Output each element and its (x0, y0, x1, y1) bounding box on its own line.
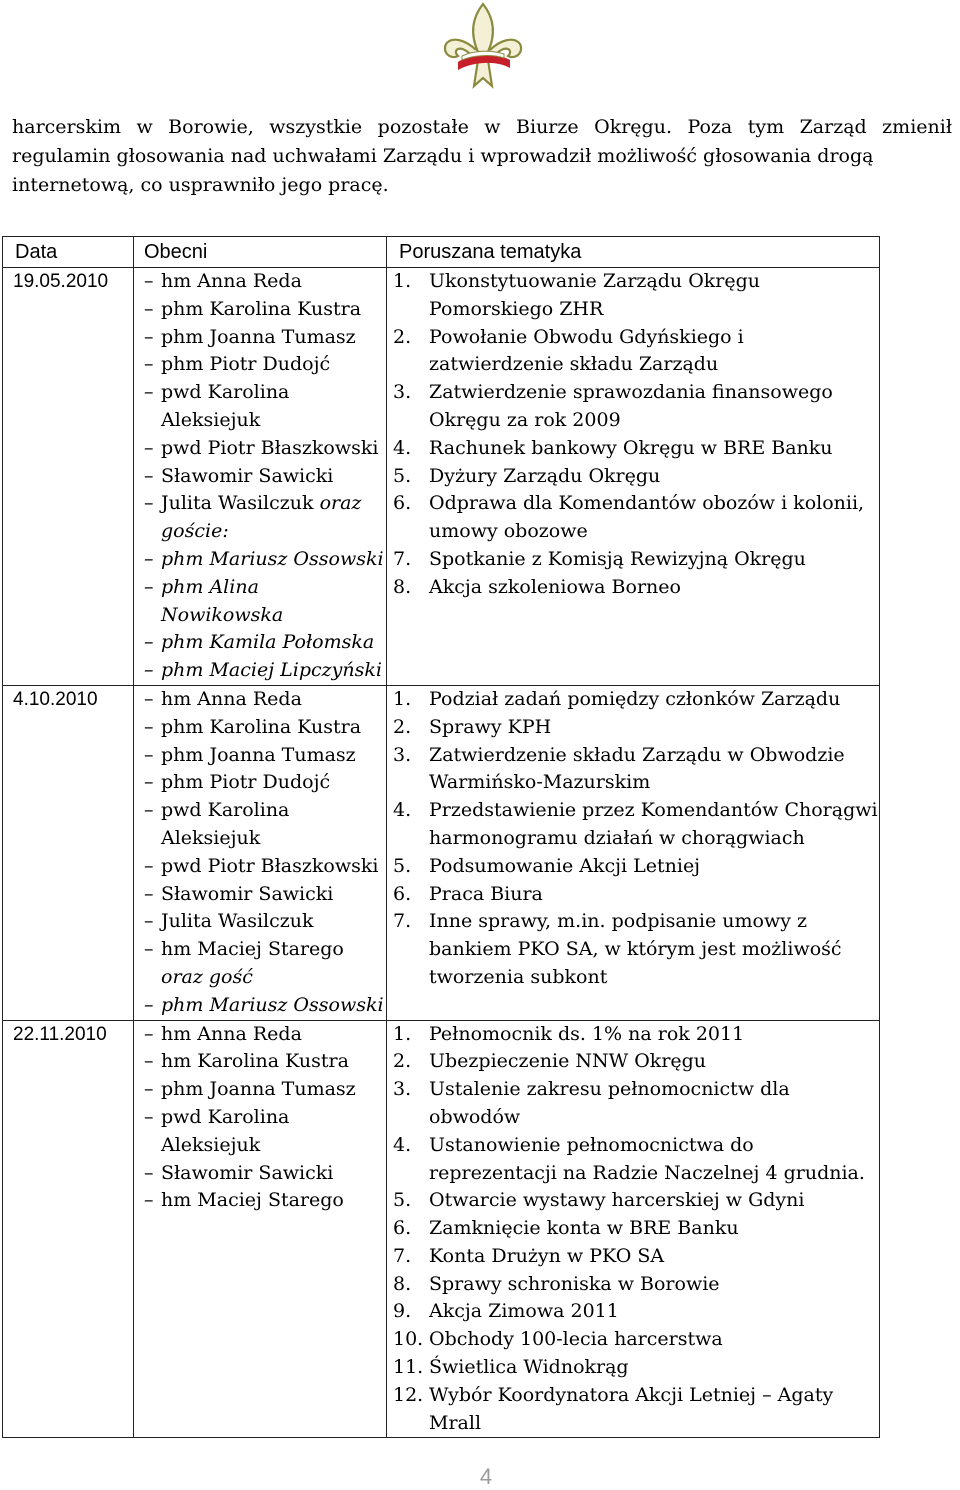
meeting-date: 22.11.2010 (3, 1020, 134, 1438)
dash-bullet: – (144, 1022, 154, 1045)
topic-text: Akcja Zimowa 2011 (429, 1300, 619, 1323)
topics-cell (387, 1020, 880, 1438)
attendee-name: pwd Piotr Błaszkowski (161, 436, 379, 459)
attendee-item (144, 324, 386, 352)
attendees-list (144, 1021, 386, 1216)
attendee-name: hm Maciej Starego (161, 938, 344, 961)
page-number: 4 (479, 1464, 493, 1489)
attendee-item (144, 435, 386, 463)
attendee-item (144, 992, 386, 1020)
topic-item (393, 686, 879, 714)
attendee-item (144, 490, 386, 546)
dash-bullet: – (144, 771, 154, 794)
topic-item (393, 1132, 879, 1188)
topic-text: Sprawy KPH (429, 715, 552, 738)
attendee-item (144, 379, 386, 435)
dash-bullet: – (144, 353, 154, 376)
attendees-cell (134, 268, 387, 686)
topic-text: Ustanowienie pełnomocnictwa do reprezentacji na Radzie Naczelnej 4 grudnia. (429, 1133, 865, 1184)
topic-text: Dyżury Zarządu Okręgu (429, 464, 661, 487)
topic-text: Podsumowanie Akcji Letniej (429, 854, 701, 877)
dash-bullet: – (144, 854, 154, 877)
topic-number: 9. (393, 1300, 412, 1323)
topics-list (393, 686, 879, 992)
topic-number: 1. (393, 687, 412, 710)
attendee-item (144, 853, 386, 881)
topic-number: 4. (393, 436, 412, 459)
topic-item (393, 1298, 879, 1326)
attendees-list (144, 686, 386, 1020)
attendee-item (144, 686, 386, 714)
attendee-name: phm Maciej Lipczyński (161, 659, 382, 682)
topic-text: Ubezpieczenie NNW Okręgu (429, 1050, 707, 1073)
attendee-item (144, 742, 386, 770)
topic-item (393, 1187, 879, 1215)
table-row (3, 685, 880, 1020)
topic-number: 8. (393, 575, 412, 598)
topic-number: 2. (393, 1050, 412, 1073)
attendee-name: hm Anna Reda (161, 270, 302, 292)
attendees-cell (134, 685, 387, 1020)
intro-text (12, 113, 952, 200)
topics-list (393, 268, 879, 602)
fleur-de-lis-icon (440, 0, 526, 98)
attendee-item (144, 1104, 386, 1160)
topic-item (393, 463, 879, 491)
topic-text: Świetlica Widnokrąg (429, 1356, 629, 1379)
attendee-name: hm Maciej Starego (161, 1189, 344, 1212)
meeting-date: 19.05.2010 (3, 268, 134, 686)
dash-bullet: – (144, 938, 154, 961)
attendee-name: phm Joanna Tumasz (161, 1078, 356, 1101)
attendee-name: phm Mariusz Ossowski (161, 993, 384, 1016)
attendee-name: phm Kamila Połomska (161, 631, 375, 654)
topic-number: 3. (393, 1078, 412, 1101)
topic-item (393, 435, 879, 463)
dash-bullet: – (144, 547, 154, 570)
attendee-name: phm Karolina Kustra (161, 297, 362, 320)
dash-bullet: – (144, 882, 154, 905)
topic-item (393, 1271, 879, 1299)
topic-item (393, 268, 879, 324)
attendee-name: pwd Piotr Błaszkowski (161, 854, 379, 877)
attendee-name: Julita Wasilczuk (161, 910, 314, 933)
dash-bullet: – (144, 575, 154, 598)
topic-text: Spotkanie z Komisją Rewizyjną Okręgu (429, 547, 806, 570)
topic-text: Przedstawienie przez Komendantów Chorągwi harmonogramu działań w chorągwiach (429, 799, 878, 849)
attendees-list (144, 268, 386, 685)
meetings-table (2, 236, 880, 1438)
topic-text: Rachunek bankowy Okręgu w BRE Banku (429, 436, 833, 459)
header-date: Data (3, 237, 134, 268)
dash-bullet: – (144, 743, 154, 766)
topic-item (393, 1021, 879, 1049)
topic-number: 7. (393, 547, 412, 570)
topic-item (393, 1326, 879, 1354)
topics-cell (387, 685, 880, 1020)
header-topics: Poruszana tematyka (387, 237, 880, 268)
attendee-name: Sławomir Sawicki (161, 882, 334, 905)
topics-cell (387, 268, 880, 686)
topic-number: 8. (393, 1272, 412, 1295)
topic-number: 12. (393, 1383, 424, 1406)
topic-item (393, 1382, 879, 1438)
attendee-item (144, 574, 386, 630)
dash-bullet: – (144, 715, 154, 738)
topic-text: Otwarcie wystawy harcerskiej w Gdyni (429, 1189, 805, 1212)
table-header-row (3, 237, 880, 268)
attendee-name: hm Karolina Kustra (161, 1050, 349, 1073)
attendee-name: phm Joanna Tumasz (161, 743, 356, 766)
topic-item (393, 908, 879, 991)
topic-item (393, 1243, 879, 1271)
topic-text: Zatwierdzenie składu Zarządu w Obwodzie Warmińsko-Mazurskim (429, 743, 845, 794)
attendee-item (144, 908, 386, 936)
dash-bullet: – (144, 1161, 154, 1184)
attendee-item (144, 463, 386, 491)
topic-number: 1. (393, 1022, 412, 1045)
topic-text: Zatwierdzenie sprawozdania finansowego Okręgu za rok 2009 (429, 381, 833, 431)
dash-bullet: – (144, 381, 154, 404)
topic-text: Obchody 100-lecia harcerstwa (429, 1328, 723, 1351)
dash-bullet: – (144, 436, 154, 459)
topic-text: Wybór Koordynatora Akcji Letniej – Agaty Mrall (429, 1383, 834, 1434)
topic-item (393, 714, 879, 742)
topic-text: Akcja szkoleniowa Borneo (429, 575, 681, 598)
dash-bullet: – (144, 297, 154, 320)
dash-bullet: – (144, 492, 154, 515)
attendee-item (144, 1160, 386, 1188)
dash-bullet: – (144, 631, 154, 654)
topic-text: Ustalenie zakresu pełnomocnictw dla obwodów (429, 1078, 790, 1128)
topic-number: 3. (393, 743, 412, 766)
topic-text: Ukonstytuowanie Zarządu Okręgu Pomorskiego ZHR (429, 270, 761, 320)
topic-text: Inne sprawy, m.in. podpisanie umowy z bankiem PKO SA, w którym jest możliwość tworzenia subkont (429, 910, 842, 988)
topic-number: 5. (393, 1189, 412, 1212)
attendee-item (144, 268, 386, 296)
topic-item (393, 574, 879, 602)
attendee-name: phm Karolina Kustra (161, 715, 362, 738)
topic-item (393, 742, 879, 798)
attendee-item (144, 1076, 386, 1104)
topic-text: Odprawa dla Komendantów obozów i kolonii, umowy obozowe (429, 492, 865, 543)
attendee-name: pwd Karolina Aleksiejuk (161, 381, 290, 431)
topic-number: 2. (393, 715, 412, 738)
topics-list (393, 1021, 879, 1438)
table-row (3, 1020, 880, 1438)
attendee-item (144, 936, 386, 992)
dash-bullet: – (144, 799, 154, 822)
dash-bullet: – (144, 1189, 154, 1212)
dash-bullet: – (144, 993, 154, 1016)
topic-number: 4. (393, 1133, 412, 1156)
attendee-name: Sławomir Sawicki (161, 464, 334, 487)
dash-bullet: – (144, 1105, 154, 1128)
topic-number: 10. (393, 1328, 424, 1351)
attendee-item (144, 1021, 386, 1049)
dash-bullet: – (144, 1050, 154, 1073)
attendee-item (144, 629, 386, 657)
topic-text: Zamknięcie konta w BRE Banku (429, 1217, 739, 1240)
topic-item (393, 546, 879, 574)
attendee-item (144, 546, 386, 574)
attendee-suffix: oraz goście: (161, 492, 362, 543)
topic-item (393, 1354, 879, 1382)
topic-number: 2. (393, 325, 412, 348)
dash-bullet: – (144, 910, 154, 933)
attendee-name: pwd Karolina Aleksiejuk (161, 799, 290, 849)
dash-bullet: – (144, 1078, 154, 1101)
dash-bullet: – (144, 464, 154, 487)
topic-text: Powołanie Obwodu Gdyńskiego i zatwierdzenie składu Zarządu (429, 325, 744, 376)
attendee-item (144, 797, 386, 853)
attendee-item (144, 657, 386, 685)
topic-number: 7. (393, 1244, 412, 1267)
intro-paragraph: harcerskim w Borowie, wszystkie pozostałe w Biurze Okręgu. Poza tym Zarząd zmienił regulamin głosowania nad uchwałami Zarządu i wprowadził możliwość głosowania drogą (12, 116, 952, 167)
topic-number: 6. (393, 492, 412, 515)
attendees-cell (134, 1020, 387, 1438)
topic-item (393, 490, 879, 546)
topic-number: 7. (393, 910, 412, 933)
attendee-item (144, 769, 386, 797)
attendee-suffix: oraz gość (161, 965, 253, 988)
topic-number: 5. (393, 854, 412, 877)
topic-text: Podział zadań pomiędzy członków Zarządu (429, 687, 841, 710)
attendee-name: phm Piotr Dudojć (161, 353, 331, 376)
topic-number: 3. (393, 381, 412, 404)
topic-number: 6. (393, 1217, 412, 1240)
attendee-name: Julita Wasilczuk (161, 492, 314, 515)
topic-number: 6. (393, 882, 412, 905)
dash-bullet: – (144, 687, 154, 710)
attendee-name: phm Piotr Dudojć (161, 771, 331, 794)
header-attendees: Obecni (134, 237, 387, 268)
attendee-item (144, 351, 386, 379)
attendee-name: phm Mariusz Ossowski (161, 547, 384, 570)
topic-text: Pełnomocnik ds. 1% na rok 2011 (429, 1022, 745, 1045)
attendee-name: phm Alina Nowikowska (161, 575, 284, 626)
topic-item (393, 853, 879, 881)
intro-paragraph-end: internetową, co usprawniło jego pracę. (12, 174, 389, 196)
topic-text: Praca Biura (429, 882, 543, 905)
topic-item (393, 1076, 879, 1132)
dash-bullet: – (144, 659, 154, 682)
topic-number: 11. (393, 1356, 424, 1379)
topic-number: 5. (393, 464, 412, 487)
topic-item (393, 1048, 879, 1076)
topic-item (393, 324, 879, 380)
topic-item (393, 379, 879, 435)
dash-bullet: – (144, 270, 154, 292)
attendee-item (144, 296, 386, 324)
attendee-name: hm Anna Reda (161, 687, 302, 710)
topic-item (393, 797, 879, 853)
attendee-name: pwd Karolina Aleksiejuk (161, 1105, 290, 1156)
meeting-date: 4.10.2010 (3, 685, 134, 1020)
table-row (3, 268, 880, 686)
topic-number: 1. (393, 270, 412, 292)
attendee-item (144, 1187, 386, 1215)
topic-text: Konta Drużyn w PKO SA (429, 1244, 665, 1267)
attendee-item (144, 1048, 386, 1076)
attendee-name: hm Anna Reda (161, 1022, 302, 1045)
topic-number: 4. (393, 799, 412, 822)
topic-text: Sprawy schroniska w Borowie (429, 1272, 720, 1295)
attendee-name: phm Joanna Tumasz (161, 325, 356, 348)
attendee-name: Sławomir Sawicki (161, 1161, 334, 1184)
topic-item (393, 1215, 879, 1243)
topic-item (393, 881, 879, 909)
attendee-item (144, 881, 386, 909)
dash-bullet: – (144, 325, 154, 348)
attendee-item (144, 714, 386, 742)
